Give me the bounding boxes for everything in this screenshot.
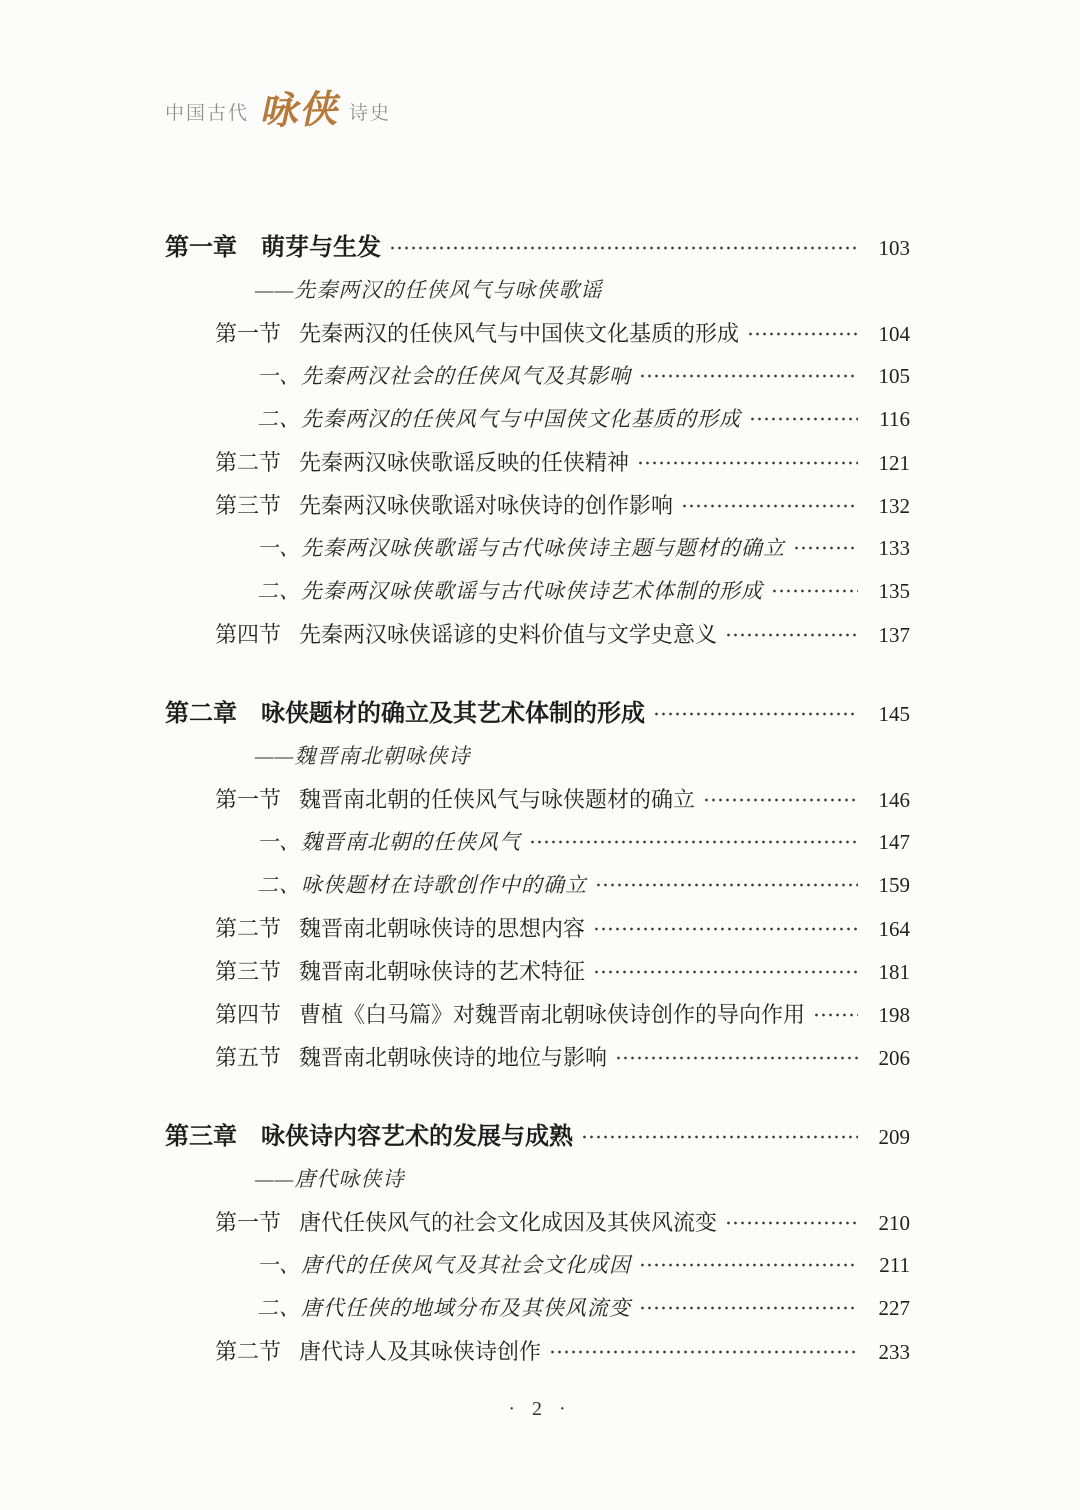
dot-leader [771, 584, 858, 598]
dot-leader [725, 1216, 858, 1230]
chapter-page-number: 103 [878, 236, 910, 260]
section-title: 曹植《白马篇》对魏晋南北朝咏侠诗创作的导向作用 [299, 1002, 806, 1027]
sub-title: 唐代任侠的地域分布及其侠风流变 [301, 1296, 631, 1320]
toc-section-row [165, 907, 910, 950]
sub-title: 先秦两汉咏侠歌谣与古代咏侠诗主题与题材的确立 [301, 536, 785, 560]
running-head-suffix: 诗史 [349, 102, 392, 124]
toc-section-row [165, 1036, 910, 1079]
dot-leader [703, 793, 858, 807]
chapter-block [165, 692, 910, 1079]
toc-section-row [165, 950, 910, 993]
chapter-page-number: 145 [878, 702, 910, 726]
sub-page-number: 105 [878, 364, 910, 388]
dot-leader [653, 707, 858, 721]
sub-label: 二、 [257, 873, 301, 897]
section-title: 魏晋南北朝咏侠诗的地位与影响 [299, 1045, 608, 1070]
section-label: 第四节 [215, 1002, 282, 1027]
toc [165, 226, 910, 1373]
dot-leader [593, 922, 858, 936]
toc-chapter-row [165, 226, 910, 269]
sub-label: 一、 [257, 364, 301, 388]
dot-leader [581, 1130, 858, 1144]
dot-leader [725, 628, 858, 642]
toc-chapter-row [165, 692, 910, 735]
sub-title: 唐代的任侠风气及其社会文化成因 [301, 1253, 631, 1277]
dot-leader [813, 1008, 858, 1022]
section-title: 魏晋南北朝咏侠诗的思想内容 [299, 916, 586, 941]
running-head [165, 88, 392, 134]
sub-label: 二、 [257, 407, 301, 431]
section-page-number: 132 [878, 494, 910, 518]
dot-leader [793, 541, 858, 555]
section-title: 先秦两汉的任侠风气与中国侠文化基质的形成 [299, 321, 740, 346]
chapter-block [165, 1115, 910, 1373]
dot-leader [637, 456, 858, 470]
chapter-title: 萌芽与生发 [261, 234, 381, 261]
section-page-number: 210 [878, 1211, 910, 1235]
chapter-subtitle: ——唐代咏侠诗 [255, 1167, 405, 1191]
section-title: 先秦两汉咏侠歌谣对咏侠诗的创作影响 [299, 493, 674, 518]
dot-leader [529, 835, 858, 849]
section-page-number: 121 [878, 451, 910, 475]
section-page-number: 104 [878, 322, 910, 346]
section-page-number: 164 [878, 917, 910, 941]
sub-title: 先秦两汉咏侠歌谣与古代咏侠诗艺术体制的形成 [301, 579, 763, 603]
toc-subitem-row [165, 1287, 910, 1330]
section-label: 第三节 [215, 493, 282, 518]
section-label: 第一节 [215, 321, 282, 346]
section-title: 唐代诗人及其咏侠诗创作 [299, 1339, 542, 1364]
section-page-number: 198 [878, 1003, 910, 1027]
section-page-number: 146 [878, 788, 910, 812]
dot-leader [615, 1051, 858, 1065]
sub-title: 先秦两汉社会的任侠风气及其影响 [301, 364, 631, 388]
sub-label: 二、 [257, 1296, 301, 1320]
section-page-number: 181 [878, 960, 910, 984]
section-label: 第四节 [215, 622, 282, 647]
toc-section-row [165, 1201, 910, 1244]
section-title: 先秦两汉咏侠谣谚的史料价值与文学史意义 [299, 622, 718, 647]
toc-chapter-row [165, 1115, 910, 1158]
toc-subitem-row [165, 821, 910, 864]
chapter-subtitle: ——先秦两汉的任侠风气与咏侠歌谣 [255, 278, 603, 302]
toc-section-row [165, 613, 910, 656]
section-label: 第二节 [215, 916, 282, 941]
chapter-title: 咏侠题材的确立及其艺术体制的形成 [261, 700, 645, 727]
section-label: 第五节 [215, 1045, 282, 1070]
sub-label: 一、 [257, 1253, 301, 1277]
section-label: 第三节 [215, 959, 282, 984]
sub-page-number: 147 [878, 830, 910, 854]
sub-label: 一、 [257, 536, 301, 560]
toc-chapter-subtitle-row [165, 269, 910, 312]
chapter-label: 第一章 [165, 234, 237, 261]
toc-chapter-subtitle-row [165, 735, 910, 778]
folio-page-number: · 2 · [508, 1398, 572, 1420]
sub-page-number: 116 [879, 407, 910, 431]
sub-label: 一、 [257, 830, 301, 854]
sub-title: 魏晋南北朝的任侠风气 [301, 830, 521, 854]
toc-section-row [165, 778, 910, 821]
dot-leader [639, 369, 858, 383]
section-title: 唐代任侠风气的社会文化成因及其侠风流变 [299, 1210, 718, 1235]
chapter-label: 第三章 [165, 1123, 237, 1150]
chapter-page-number: 209 [878, 1125, 910, 1149]
toc-subitem-row [165, 864, 910, 907]
dot-leader [595, 878, 858, 892]
toc-chapter-subtitle-row [165, 1158, 910, 1201]
sub-page-number: 227 [878, 1296, 910, 1320]
section-title: 魏晋南北朝咏侠诗的艺术特征 [299, 959, 586, 984]
sub-title: 咏侠题材在诗歌创作中的确立 [301, 873, 587, 897]
dot-leader [549, 1345, 858, 1359]
dot-leader [681, 499, 858, 513]
chapter-block [165, 226, 910, 656]
toc-section-row [165, 312, 910, 355]
toc-section-row [165, 993, 910, 1036]
section-page-number: 137 [878, 623, 910, 647]
sub-label: 二、 [257, 579, 301, 603]
running-head-prefix: 中国古代 [165, 102, 250, 124]
sub-page-number: 133 [878, 536, 910, 560]
toc-section-row [165, 441, 910, 484]
section-label: 第二节 [215, 1339, 282, 1364]
dot-leader [389, 241, 858, 255]
chapter-label: 第二章 [165, 700, 237, 727]
section-page-number: 206 [878, 1046, 910, 1070]
sub-page-number: 159 [878, 873, 910, 897]
toc-section-row [165, 1330, 910, 1373]
chapter-title: 咏侠诗内容艺术的发展与成熟 [261, 1123, 573, 1150]
toc-subitem-row [165, 1244, 910, 1287]
section-title: 魏晋南北朝的任侠风气与咏侠题材的确立 [299, 787, 696, 812]
toc-subitem-row [165, 527, 910, 570]
toc-subitem-row [165, 398, 910, 441]
sub-page-number: 135 [878, 579, 910, 603]
chapter-subtitle: ——魏晋南北朝咏侠诗 [255, 744, 471, 768]
toc-section-row [165, 484, 910, 527]
dot-leader [593, 965, 858, 979]
section-label: 第二节 [215, 450, 282, 475]
section-page-number: 233 [878, 1340, 910, 1364]
sub-title: 先秦两汉的任侠风气与中国侠文化基质的形成 [301, 407, 741, 431]
toc-subitem-row [165, 570, 910, 613]
dot-leader [639, 1301, 858, 1315]
section-title: 先秦两汉咏侠歌谣反映的任侠精神 [299, 450, 630, 475]
sub-page-number: 211 [879, 1253, 910, 1277]
section-label: 第一节 [215, 1210, 282, 1235]
dot-leader [747, 327, 858, 341]
dot-leader [749, 412, 858, 426]
dot-leader [639, 1258, 858, 1272]
running-head-calligraphy-title: 咏侠 [258, 88, 340, 134]
section-label: 第一节 [215, 787, 282, 812]
toc-subitem-row [165, 355, 910, 398]
